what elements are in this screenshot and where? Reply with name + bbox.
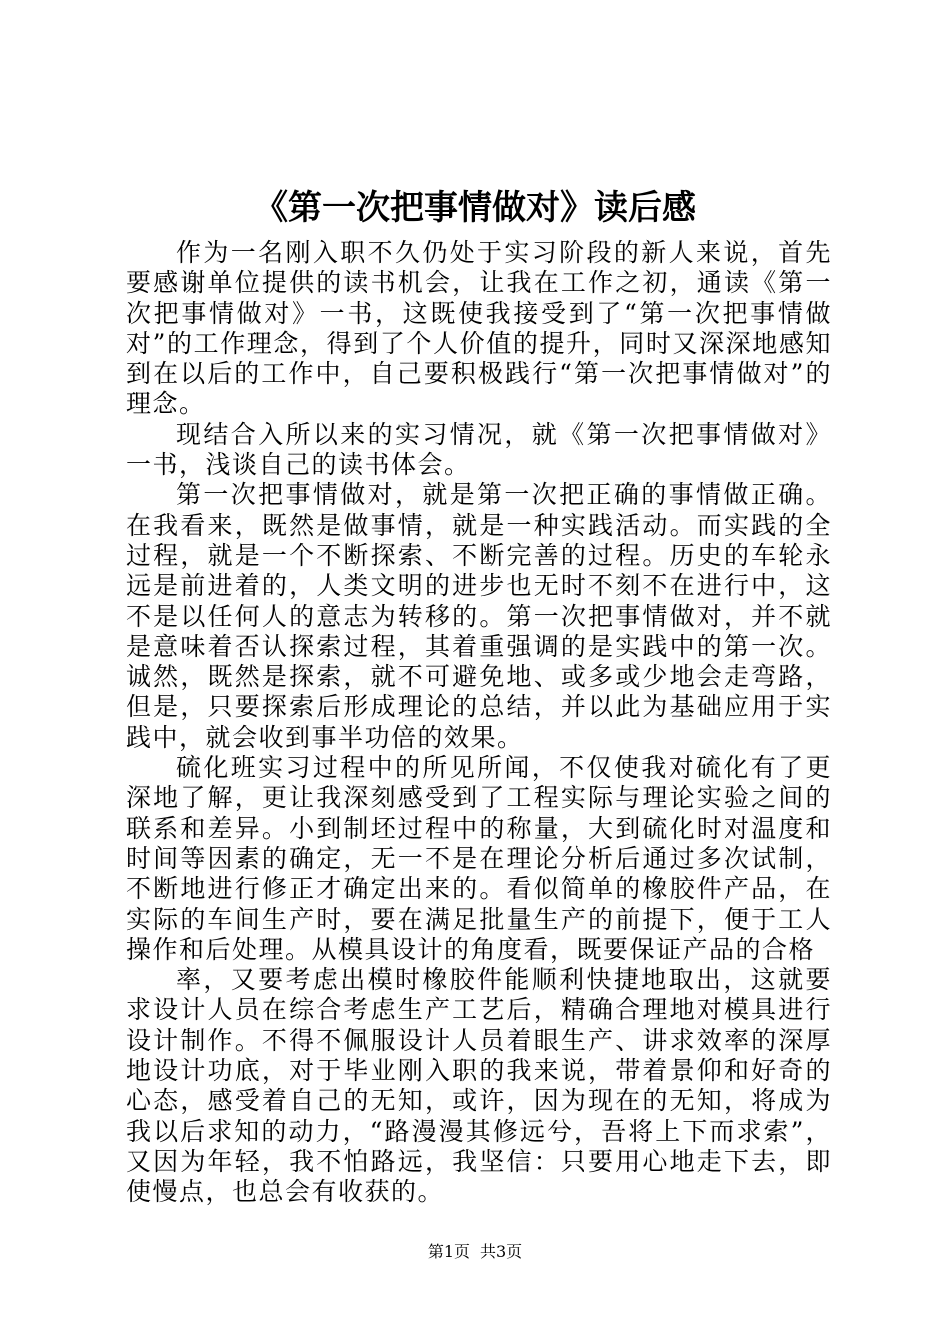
- document-body: [126, 238, 832, 1208]
- page-total: 共3页: [480, 1242, 523, 1261]
- document-title: 《第一次把事情做对》读后感: [254, 188, 696, 228]
- paragraph-2: 现结合入所以来的实习情况，就《第一次把事情做对》一书，浅谈自己的读书体会。: [126, 419, 832, 480]
- page-footer: [0, 1242, 950, 1262]
- paragraph-5: 率，又要考虑出模时橡胶件能顺利快捷地取出，这就要求设计人员在综合考虑生产工艺后，精确合理地对模具进行设计制作。不得不佩服设计人员着眼生产、讲求效率的深厚地设计功底，对于毕业刚入职的我来说，带着景仰和好奇的心态，感受着自己的无知，或许，因为现在的无知，将成为我以后求知的动力，“路漫漫其修远兮，吾将上下而求索”，又因为年轻，我不怕路远，我坚信：只要用心地走下去，即使慢点，也总会有收获的。: [126, 965, 832, 1207]
- paragraph-4: 硫化班实习过程中的所见所闻，不仅使我对硫化有了更深地了解，更让我深刻感受到了工程实际与理论实验之间的联系和差异。小到制坯过程中的称量，大到硫化时对温度和时间等因素的确定，无一不是在理论分析后通过多次试制，不断地进行修正才确定出来的。看似简单的橡胶件产品，在实际的车间生产时，要在满足批量生产的前提下，便于工人操作和后处理。从模具设计的角度看，既要保证产品的合格: [126, 753, 832, 964]
- paragraph-3: 第一次把事情做对，就是第一次把正确的事情做正确。在我看来，既然是做事情，就是一种实践活动。而实践的全过程，就是一个不断探索、不断完善的过程。历史的车轮永远是前进着的，人类文明的进步也无时不刻不在进行中，这不是以任何人的意志为转移的。第一次把事情做对，并不就是意味着否认探索过程，其着重强调的是实践中的第一次。诚然，既然是探索，就不可避免地、或多或少地会走弯路，但是，只要探索后形成理论的总结，并以此为基础应用于实践中，就会收到事半功倍的效果。: [126, 480, 832, 752]
- paragraph-1: 作为一名刚入职不久仍处于实习阶段的新人来说，首先要感谢单位提供的读书机会，让我在工作之初，通读《第一次把事情做对》一书，这既使我接受到了“第一次把事情做对”的工作理念，得到了个人价值的提升，同时又深深地感知到在以后的工作中，自己要积极践行“第一次把事情做对”的理念。: [126, 238, 832, 419]
- page-number: 第1页: [427, 1242, 470, 1261]
